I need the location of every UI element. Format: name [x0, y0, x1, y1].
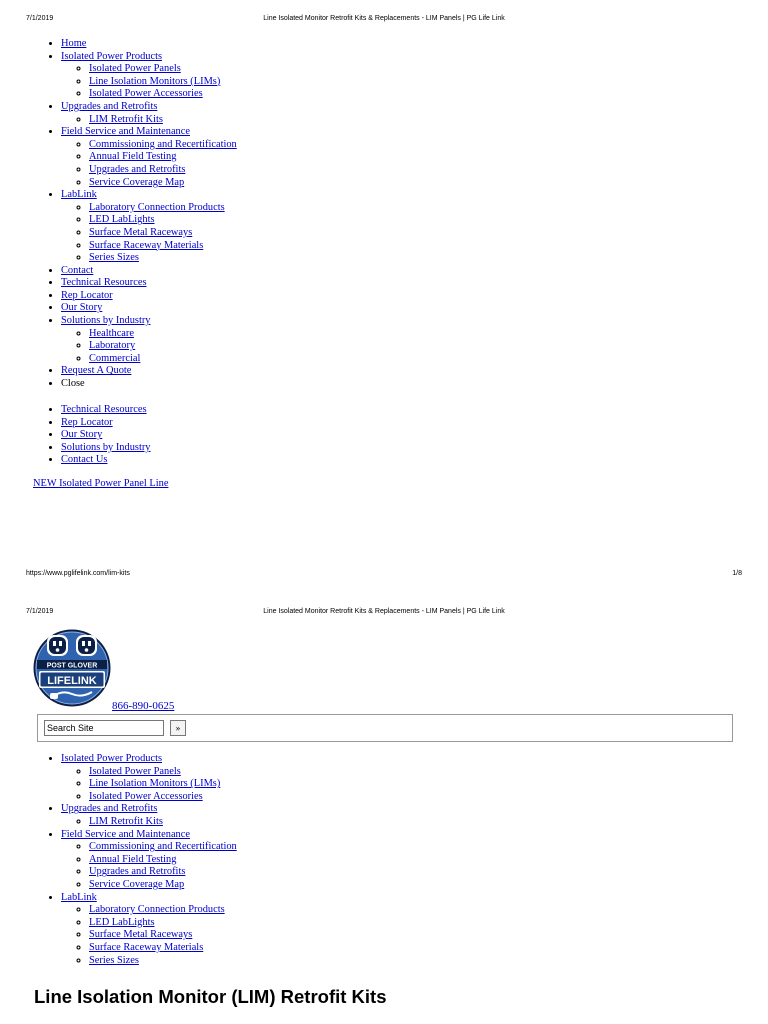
nav-subitem — [89, 76, 237, 89]
phone-link[interactable]: 866-890-0625 — [112, 700, 175, 712]
nav-link-lim-retrofit-kits[interactable]: LIM Retrofit Kits — [89, 815, 163, 827]
nav-item-solutions — [61, 315, 237, 365]
submenu-upgrades — [61, 114, 237, 127]
submenu-isolated-power — [61, 63, 237, 101]
secondary-nav — [26, 404, 150, 467]
submenu-lablink — [61, 202, 237, 265]
secondary-link-our-story[interactable]: Our Story — [61, 429, 103, 441]
new-line-banner — [33, 478, 168, 489]
submenu-isolated-power — [61, 766, 237, 804]
nav-link-our-story[interactable]: Our Story — [61, 302, 103, 314]
nav-link-technical-resources[interactable]: Technical Resources — [61, 277, 147, 289]
nav-item-isolated-power — [61, 51, 237, 101]
nav-subitem — [89, 791, 237, 804]
nav-subitem — [89, 177, 237, 190]
submenu-solutions — [61, 328, 237, 366]
nav-item-rep-locator — [61, 290, 237, 303]
nav-link-annual-testing[interactable]: Annual Field Testing — [89, 151, 177, 163]
close-menu-button[interactable]: Close — [61, 378, 85, 390]
nav-link-raceway-materials[interactable]: Surface Raceway Materials — [89, 239, 204, 251]
nav-subitem — [89, 252, 237, 265]
nav-link-field-upgrades[interactable]: Upgrades and Retrofits — [89, 866, 186, 878]
nav-link-lablink[interactable]: LabLink — [61, 189, 97, 201]
print-title: Line Isolated Monitor Retrofit Kits & Replacements - LIM Panels | PG Life Link — [263, 15, 505, 22]
submenu-field-service — [61, 139, 237, 189]
nav-link-surface-metal[interactable]: Surface Metal Raceways — [89, 226, 193, 238]
submenu-field-service — [61, 841, 237, 891]
nav-link-isolated-power-panels[interactable]: Isolated Power Panels — [89, 63, 181, 75]
nav-subitem — [89, 879, 237, 892]
nav-link-isolated-power-accessories[interactable]: Isolated Power Accessories — [89, 88, 203, 100]
nav-subitem — [89, 766, 237, 779]
print-header-page2 — [26, 607, 742, 617]
nav-subitem — [89, 778, 237, 791]
nav-link-series-sizes[interactable]: Series Sizes — [89, 954, 139, 966]
nav-link-commissioning[interactable]: Commissioning and Recertification — [89, 138, 237, 150]
nav-item-field-service — [61, 829, 237, 892]
new-panel-line-link[interactable]: NEW Isolated Power Panel Line — [33, 478, 169, 489]
nav-link-lab-connection[interactable]: Laboratory Connection Products — [89, 904, 225, 916]
nav-link-isolated-power-accessories[interactable]: Isolated Power Accessories — [89, 790, 203, 802]
nav-link-request-quote[interactable]: Request A Quote — [61, 365, 132, 377]
nav-link-led-lablights[interactable]: LED LabLights — [89, 916, 155, 928]
nav-link-lab-connection[interactable]: Laboratory Connection Products — [89, 201, 225, 213]
nav-subitem — [89, 240, 237, 253]
nav-item-request-quote — [61, 365, 237, 378]
nav-subitem — [89, 151, 237, 164]
print-footer — [26, 569, 742, 579]
nav-subitem — [89, 942, 237, 955]
nav-subitem — [89, 63, 237, 76]
nav-link-home[interactable]: Home — [61, 38, 87, 49]
nav-item-home — [61, 38, 237, 51]
print-date: 7/1/2019 — [26, 608, 54, 615]
nav-subitem — [89, 816, 237, 829]
nav-subitem — [89, 340, 237, 353]
nav-item-field-service — [61, 126, 237, 189]
nav-subitem — [89, 955, 237, 968]
print-title: Line Isolated Monitor Retrofit Kits & Replacements - LIM Panels | PG Life Link — [263, 608, 505, 615]
nav-subitem — [89, 353, 237, 366]
nav-item-lablink — [61, 892, 237, 968]
secondary-link-solutions[interactable]: Solutions by Industry — [61, 441, 151, 453]
main-nav — [26, 38, 237, 391]
nav-link-solutions[interactable]: Solutions by Industry — [61, 315, 151, 327]
nav-link-isolated-power-panels[interactable]: Isolated Power Panels — [89, 765, 181, 777]
nav-subitem — [89, 214, 237, 227]
nav-item-contact — [61, 265, 237, 278]
nav-item-isolated-power — [61, 753, 237, 803]
print-header — [26, 14, 742, 24]
nav-item-our-story — [61, 302, 237, 315]
nav-subitem — [89, 227, 237, 240]
nav-link-commissioning[interactable]: Commissioning and Recertification — [89, 841, 237, 853]
page-title: Line Isolation Monitor (LIM) Retrofit Kits — [34, 986, 387, 1007]
nav-item-close — [61, 378, 237, 391]
nav-item-upgrades — [61, 803, 237, 828]
nav-subitem — [89, 164, 237, 177]
secondary-link-technical-resources[interactable]: Technical Resources — [61, 404, 147, 415]
nav-link-healthcare[interactable]: Healthcare — [89, 327, 134, 339]
nav-link-surface-metal[interactable]: Surface Metal Raceways — [89, 929, 193, 941]
search-input[interactable]: Search Site — [44, 720, 164, 736]
nav-link-upgrades[interactable]: Upgrades and Retrofits — [61, 100, 158, 112]
nav-link-rep-locator[interactable]: Rep Locator — [61, 289, 113, 301]
nav-subitem — [89, 904, 237, 917]
secondary-nav-item — [61, 417, 150, 430]
phone-number — [112, 700, 174, 712]
nav-subitem — [89, 328, 237, 341]
secondary-link-rep-locator[interactable]: Rep Locator — [61, 416, 113, 428]
search-bar — [37, 714, 733, 742]
nav-link-raceway-materials[interactable]: Surface Raceway Materials — [89, 941, 204, 953]
nav-subitem — [89, 841, 237, 854]
nav-item-upgrades — [61, 101, 237, 126]
nav-subitem — [89, 854, 237, 867]
print-date: 7/1/2019 — [26, 15, 54, 22]
nav-link-field-service[interactable]: Field Service and Maintenance — [61, 828, 190, 840]
secondary-nav-item — [61, 454, 150, 467]
nav-link-led-lablights[interactable]: LED LabLights — [89, 214, 155, 226]
secondary-nav-item — [61, 429, 150, 442]
nav-link-laboratory[interactable]: Laboratory — [89, 340, 136, 352]
nav-link-isolated-power[interactable]: Isolated Power Products — [61, 753, 163, 764]
nav-subitem — [89, 202, 237, 215]
secondary-link-contact-us[interactable]: Contact Us — [61, 454, 108, 466]
nav-link-coverage-map[interactable]: Service Coverage Map — [89, 176, 185, 188]
nav-link-lims[interactable]: Line Isolation Monitors (LIMs) — [89, 75, 221, 87]
nav-link-coverage-map[interactable]: Service Coverage Map — [89, 878, 185, 890]
nav-subitem — [89, 114, 237, 127]
print-url: https://www.pglifelink.com/lim-kits — [26, 570, 130, 577]
secondary-nav-item — [61, 404, 150, 417]
submenu-lablink — [61, 904, 237, 967]
nav-subitem — [89, 88, 237, 101]
nav-link-field-service[interactable]: Field Service and Maintenance — [61, 126, 190, 138]
nav-link-upgrades[interactable]: Upgrades and Retrofits — [61, 803, 158, 815]
nav-subitem — [89, 139, 237, 152]
svg-text:LIFELINK: LIFELINK — [47, 675, 97, 687]
nav-link-field-upgrades[interactable]: Upgrades and Retrofits — [89, 163, 186, 175]
nav-subitem — [89, 929, 237, 942]
print-page-number: 1/8 — [732, 570, 742, 577]
search-submit-button[interactable]: » — [170, 720, 186, 736]
submenu-upgrades — [61, 816, 237, 829]
main-nav-page2 — [26, 753, 237, 967]
nav-link-contact[interactable]: Contact — [61, 264, 94, 276]
nav-link-lim-retrofit-kits[interactable]: LIM Retrofit Kits — [89, 113, 163, 125]
svg-text:POST GLOVER: POST GLOVER — [46, 662, 98, 670]
nav-subitem — [89, 917, 237, 930]
nav-link-commercial[interactable]: Commercial — [89, 352, 141, 364]
nav-link-lims[interactable]: Line Isolation Monitors (LIMs) — [89, 778, 221, 790]
nav-item-lablink — [61, 189, 237, 265]
nav-link-lablink[interactable]: LabLink — [61, 891, 97, 903]
nav-subitem — [89, 866, 237, 879]
nav-link-annual-testing[interactable]: Annual Field Testing — [89, 853, 177, 865]
nav-link-series-sizes[interactable]: Series Sizes — [89, 252, 139, 264]
secondary-nav-item — [61, 442, 150, 455]
nav-item-technical-resources — [61, 277, 237, 290]
nav-link-isolated-power[interactable]: Isolated Power Products — [61, 50, 163, 62]
post-glover-lifelink-logo[interactable] — [32, 626, 112, 710]
